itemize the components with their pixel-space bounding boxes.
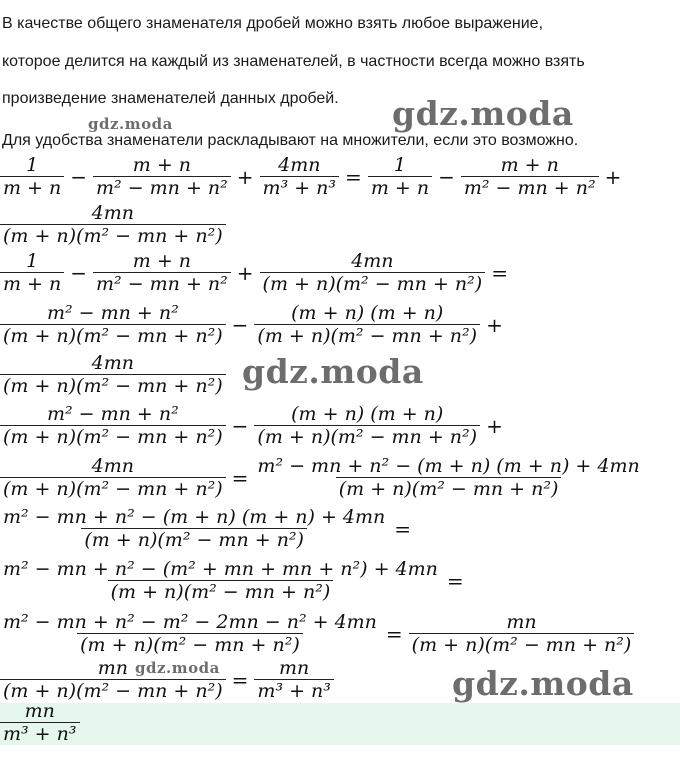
numerator: m + n: [500, 154, 559, 176]
denominator: (m + n)(m² − mn + n²): [336, 477, 562, 500]
equation-row-10: [0, 611, 634, 656]
operator: =: [446, 568, 464, 593]
fraction: [0, 250, 64, 295]
denominator: m + n: [0, 272, 64, 295]
fraction: [368, 154, 432, 199]
fraction: [254, 657, 334, 702]
denominator: (m + n)(m² − mn + n²): [108, 580, 334, 603]
watermark-logo: gdz.moda: [135, 659, 220, 677]
answer-fraction: [0, 700, 80, 745]
denominator: m² − mn + n²: [93, 272, 231, 295]
fraction: [254, 455, 642, 500]
denominator: m² − mn + n²: [93, 176, 231, 199]
fraction: [0, 611, 380, 656]
operator: =: [231, 465, 249, 490]
numerator: m² − mn + n² − (m² + mn + mn + n²) + 4mn: [3, 558, 438, 580]
equation-row-8: [0, 506, 417, 551]
fraction: [461, 154, 599, 199]
fraction: [93, 250, 231, 295]
fraction: [0, 352, 226, 397]
operator: −: [70, 164, 88, 189]
watermark-logo: gdz.moda: [452, 664, 634, 703]
denominator: m² − mn + n²: [461, 176, 599, 199]
paragraph-line-2: которое делится на каждый из знаменателей, в частности всегда можно взять: [2, 53, 585, 70]
numerator: mn: [279, 657, 310, 679]
denominator: (m + n)(m² − mn + n²): [0, 224, 226, 247]
equation-row-3: [0, 250, 514, 295]
numerator: m² − mn + n² − (m + n) (m + n) + 4mn: [257, 455, 640, 477]
operator: −: [231, 312, 249, 337]
equation-row-5: [0, 352, 226, 397]
operator: −: [70, 260, 88, 285]
numerator: 4mn: [278, 154, 321, 176]
denominator: m + n: [0, 176, 64, 199]
equation-row-4: [0, 302, 509, 347]
numerator: (m + n) (m + n): [291, 302, 444, 324]
fraction: [93, 154, 231, 199]
equation-row-11: [0, 657, 334, 702]
paragraph-line-1: В качестве общего знаменателя дробей можно взять любое выражение,: [2, 15, 544, 32]
denominator: (m + n)(m² − mn + n²): [0, 477, 226, 500]
operator: =: [394, 516, 412, 541]
fraction: [0, 403, 226, 448]
numerator: m² − mn + n² − (m + n) (m + n) + 4mn: [3, 506, 386, 528]
answer-highlight: [0, 703, 680, 745]
fraction: [254, 403, 480, 448]
denominator: (m + n)(m² − mn + n²): [254, 324, 480, 347]
paragraph-line-3: произведение знаменателей данных дробей.: [2, 90, 339, 107]
operator: +: [486, 413, 503, 438]
numerator: 4mn: [91, 352, 134, 374]
numerator: 4mn: [91, 455, 134, 477]
denominator: (m + n)(m² − mn + n²): [0, 679, 226, 702]
watermark-logo: gdz.moda: [392, 94, 574, 133]
answer-row: [0, 700, 80, 745]
fraction: [0, 558, 441, 603]
fraction: [0, 302, 226, 347]
numerator: m² − mn + n²: [46, 403, 179, 425]
operator: −: [231, 413, 249, 438]
operator: +: [236, 260, 254, 285]
denominator: (m + n)(m² − mn + n²): [260, 272, 486, 295]
watermark-logo: gdz.moda: [242, 352, 424, 391]
denominator: m³ + n³: [260, 176, 340, 199]
denominator: (m + n)(m² − mn + n²): [409, 633, 635, 656]
fraction: [0, 657, 226, 702]
numerator: (m + n) (m + n): [291, 403, 444, 425]
denominator: m³ + n³: [254, 679, 334, 702]
denominator: (m + n)(m² − mn + n²): [81, 528, 307, 551]
numerator: 4mn: [351, 250, 394, 272]
equation-row-9: [0, 558, 470, 603]
paragraph-line-4: Для удобства знаменатели раскладывают на множители, если это возможно.: [2, 132, 579, 149]
numerator: 1: [393, 154, 406, 176]
numerator: mn: [506, 611, 537, 633]
operator: +: [486, 312, 503, 337]
denominator: (m + n)(m² − mn + n²): [77, 633, 303, 656]
denominator: (m + n)(m² − mn + n²): [254, 425, 480, 448]
numerator: mn: [97, 657, 128, 679]
numerator: m + n: [132, 250, 192, 272]
fraction: [254, 302, 480, 347]
numerator: m² − mn + n² − m² − 2mn − n² + 4mn: [3, 611, 377, 633]
numerator: 1: [26, 250, 39, 272]
denominator: (m + n)(m² − mn + n²): [0, 324, 226, 347]
fraction: [0, 506, 388, 551]
operator: =: [491, 260, 508, 285]
fraction: [0, 202, 226, 247]
fraction: [0, 154, 64, 199]
operator: =: [385, 621, 403, 646]
denominator: m³ + n³: [0, 722, 80, 745]
equation-row-7: [0, 455, 643, 500]
fraction: [0, 455, 226, 500]
numerator: mn: [24, 700, 55, 722]
numerator: 4mn: [91, 202, 134, 224]
operator: +: [236, 164, 254, 189]
watermark-logo: gdz.moda: [88, 115, 173, 133]
numerator: 1: [26, 154, 39, 176]
numerator: m + n: [132, 154, 192, 176]
operator: +: [604, 164, 622, 189]
operator: =: [345, 164, 362, 189]
fraction: [260, 154, 340, 199]
denominator: (m + n)(m² − mn + n²): [0, 374, 226, 397]
operator: =: [231, 667, 249, 692]
numerator: m² − mn + n²: [46, 302, 179, 324]
equation-row-1: [0, 154, 627, 199]
operator: −: [438, 164, 455, 189]
equation-row-2: [0, 202, 226, 247]
fraction: [260, 250, 486, 295]
denominator: (m + n)(m² − mn + n²): [0, 425, 226, 448]
equation-row-6: [0, 403, 509, 448]
fraction: [409, 611, 635, 656]
denominator: m + n: [368, 176, 432, 199]
